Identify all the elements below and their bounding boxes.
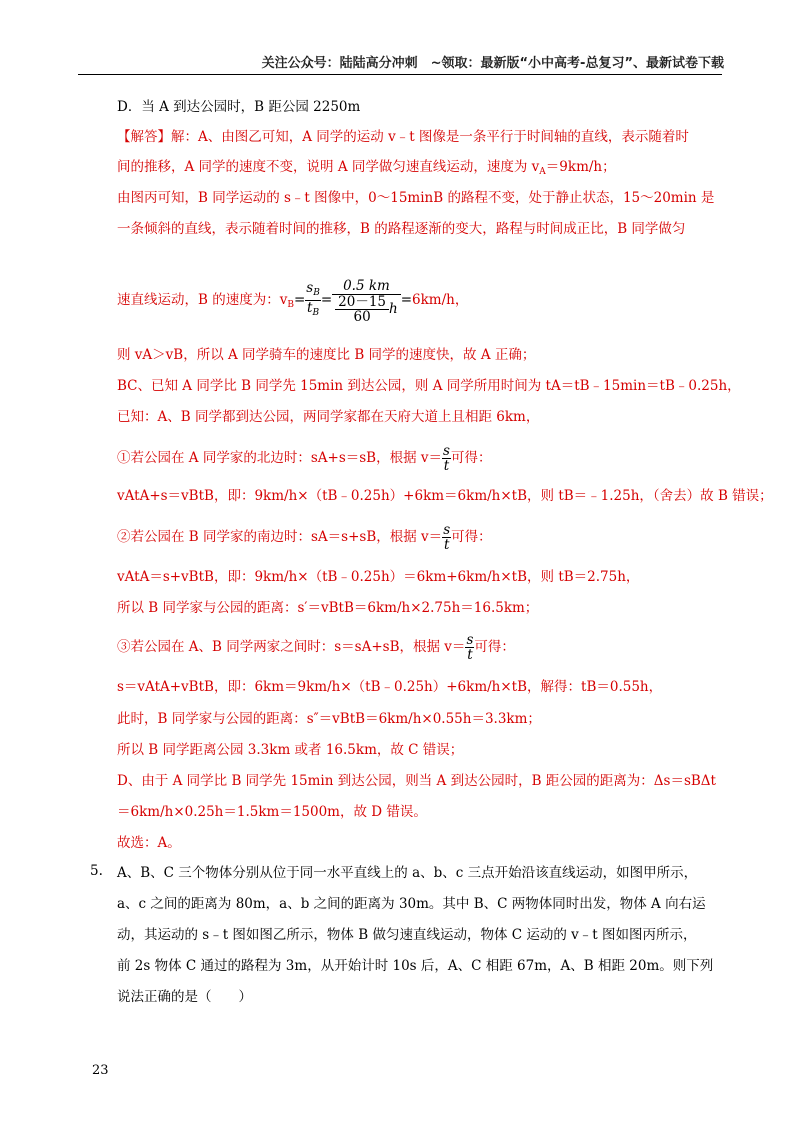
answer-line-1: 【解答】解：A、由图乙可知，A 同学的运动 v﹣t 图像是一条平行于时间轴的直线，表示随着时: [117, 129, 689, 145]
fraction-sB-tB: $\frac{s_B}{t_B}$: [306, 280, 320, 318]
fraction-speed-b: 0.5 km $\frac{20-15}{60}$ h: [332, 278, 401, 324]
answer-line-7: BC、已知 A 同学比 B 同学先 15min 到达公园，则 A 同学所用时间为 tA＝tB﹣15min＝tB﹣0.25h，: [117, 378, 741, 394]
question-number: 5.: [90, 863, 103, 879]
answer-line-14-case-3: ③若公园在 A、B 同学两家之间时：s＝sA+sB，根据 v＝ $\frac{s}{t}$ 可得：: [117, 632, 515, 663]
option-d: D．当 A 到达公园时，B 距公园 2250m: [117, 99, 361, 115]
answer-line-17: 所以 B 同学距离公园 3.3km 或者 16.5km，故 C 错误；: [117, 742, 464, 758]
answer-line-13: 所以 B 同学家与公园的距离：s′＝vBtB＝6km/h×2.75h＝16.5km；: [117, 600, 539, 616]
fraction-v-s-t: $\frac{s}{t}$: [443, 443, 450, 474]
fraction-v-s-t: $\frac{s}{t}$: [466, 632, 474, 663]
answer-line-9-case-1: ①若公园在 A 同学家的北边时：sA+s＝sB，根据 v＝ $\frac{s}{t}$ 可得：: [117, 443, 492, 474]
answer-line-16: 此时，B 同学家与公园的距离：s″＝vBtB＝6km/h×0.55h＝3.3km；: [117, 711, 541, 727]
page-header: 关注公众号：陆陆高分冲刺 ~领取：最新版“小中高考-总复习”、最新试卷下载: [261, 56, 724, 71]
answer-line-10: vAtA+s＝vBtB，即：9km/h×（tB﹣0.25h）+6km＝6km/h×tB，则 tB＝﹣1.25h，（舍去）故 B 错误；: [117, 488, 773, 504]
answer-line-5-velocity-b: 速直线运动，B 的速度为：$v_B=$ $\frac{s_B}{t_B}$ = 0.5 km $\frac{20-15}{60}$ h =6km/h，: [117, 277, 469, 325]
answer-line-4: 一条倾斜的直线，表示随着时间的推移，B 的路程逐渐的变大，路程与时间成正比，B 同学做匀: [117, 221, 686, 237]
answer-line-11-case-2: ②若公园在 B 同学家的南边时：sA＝s+sB，根据 v＝ $\frac{s}{t}$ 可得：: [117, 522, 492, 553]
answer-line-20: 故选：A。: [117, 835, 181, 851]
answer-line-12: vAtA＝s+vBtB，即：9km/h×（tB﹣0.25h）＝6km+6km/h×tB，则 tB＝2.75h，: [117, 569, 640, 585]
answer-line-2: 间的推移，A 同学的速度不变，说明 A 同学做匀速直线运动，速度为 $v_A=9km/h$；: [117, 159, 616, 177]
answer-line-18: D、由于 A 同学比 B 同学先 15min 到达公园，则当 A 到达公园时，B 距公园的距离为：Δs＝sBΔt: [117, 773, 716, 789]
header-divider: [78, 74, 722, 75]
question-line-3: 动，其运动的 s﹣t 图如图乙所示，物体 B 做匀速直线运动，物体 C 运动的 v﹣t 图如图丙所示，: [117, 927, 697, 943]
question-line-2: a、c 之间的距离为 80m，a、b 之间的距离为 30m。其中 B、C 两物体同时出发，物体 A 向右运: [117, 896, 706, 912]
question-line-5: 说法正确的是（ ）: [117, 989, 252, 1005]
answer-line-15: s＝vAtA+vBtB，即：6km＝9km/h×（tB﹣0.25h）+6km/h×tB，解得：tB＝0.55h，: [117, 679, 663, 695]
question-line-1: A、B、C 三个物体分别从位于同一水平直线上的 a、b、c 三点开始沿该直线运动，如图甲所示，: [117, 865, 698, 881]
fraction-v-s-t: $\frac{s}{t}$: [443, 522, 451, 553]
page-number: 23: [92, 1063, 109, 1078]
answer-line-19: ＝6km/h×0.25h＝1.5km＝1500m，故 D 错误。: [117, 804, 427, 820]
answer-line-3: 由图丙可知，B 同学运动的 s﹣t 图像中，0～15minB 的路程不变，处于静止状态，15～20min 是: [117, 190, 715, 206]
question-line-4: 前 2s 物体 C 通过的路程为 3m，从开始计时 10s 后，A、C 相距 67m，A、B 相距 20m。则下列: [117, 958, 714, 974]
answer-line-8: 已知：A、B 同学都到达公园，两同学家都在天府大道上且相距 6km，: [117, 409, 540, 425]
answer-line-6: 则 vA＞vB，所以 A 同学骑车的速度比 B 同学的速度快，故 A 正确；: [117, 347, 536, 363]
answer-tag: 【解答】: [117, 129, 171, 145]
